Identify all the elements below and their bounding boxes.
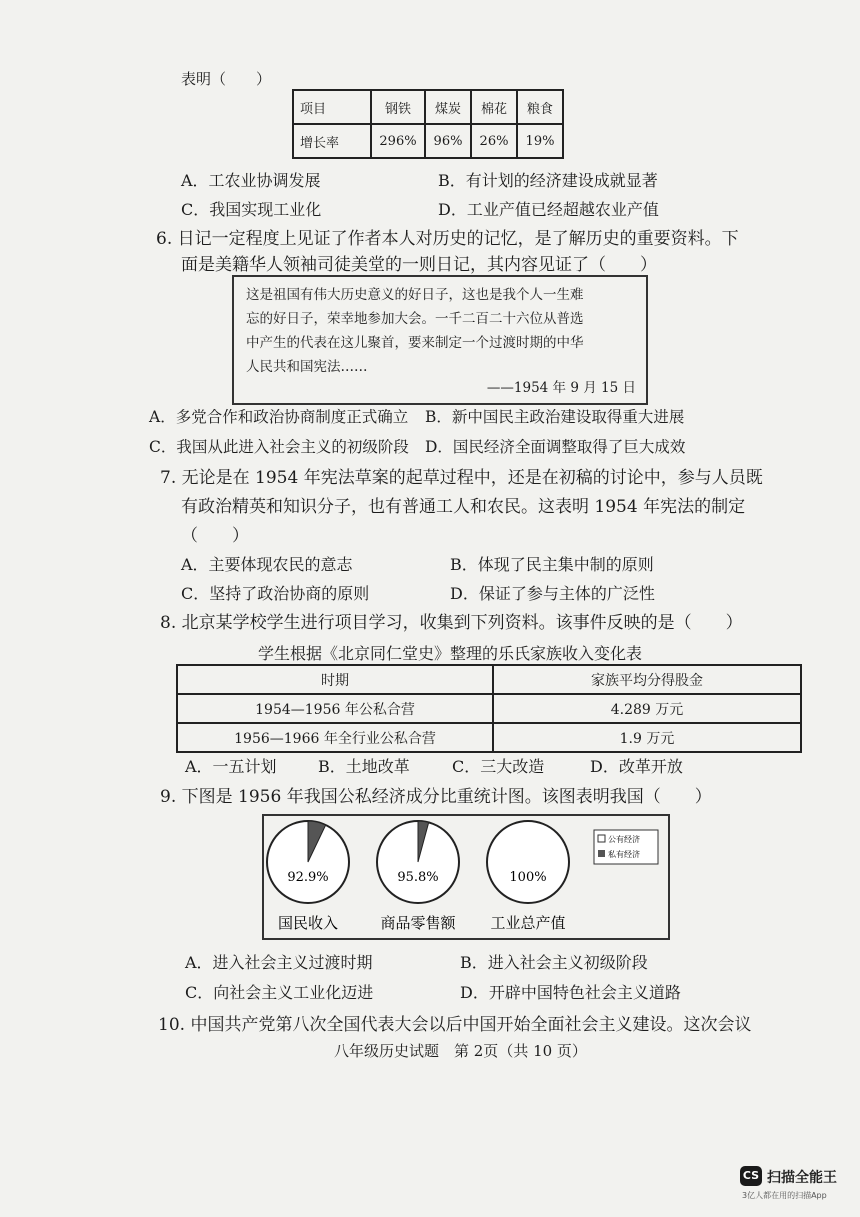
pie-1	[267, 821, 349, 932]
diary-date: ——1954 年 9 月 15 日	[486, 380, 636, 396]
brand-name: 扫描全能王	[767, 1170, 837, 1186]
q9-option-b[interactable]: B．进入社会主义初级阶段	[460, 953, 648, 972]
q9-option-d[interactable]: D．开辟中国特色社会主义道路	[460, 983, 681, 1002]
pie-category-label: 商品零售额	[380, 914, 456, 932]
q8-option-d[interactable]: D．改革开放	[590, 757, 683, 776]
table-cell: 增长率	[293, 124, 371, 158]
q8-stem: 8. 北京某学校学生进行项目学习，收集到下列资料。该事件反映的是（ ）	[160, 613, 743, 633]
q5-option-d[interactable]: D．工业产值已经超越农业产值	[438, 200, 659, 219]
q7-stem-line-1: 7. 无论是在 1954 年宪法草案的起草过程中，还是在初稿的讨论中，参与人员既	[160, 468, 763, 488]
table-cell: 96%	[425, 124, 471, 158]
q8-table	[176, 664, 802, 753]
pie-value-label: 100%	[509, 870, 547, 885]
table-row	[293, 90, 563, 124]
table-cell: 棉花	[471, 90, 517, 124]
q9-option-c[interactable]: C．向社会主义工业化迈进	[185, 983, 374, 1002]
q5-option-b[interactable]: B．有计划的经济建设成就显著	[438, 171, 658, 190]
pie-slice-public	[487, 821, 569, 903]
q6-stem-line-1: 6. 日记一定程度上见证了作者本人对历史的记忆，是了解历史的重要资料。下	[156, 229, 739, 249]
table-row	[177, 665, 801, 694]
table-cell: 1.9 万元	[493, 723, 801, 752]
diary-line: 中产生的代表在这儿聚首，要来制定一个过渡时期的中华	[246, 335, 584, 351]
q6-option-d[interactable]: D．国民经济全面调整取得了巨大成效	[425, 438, 686, 456]
q6-option-b[interactable]: B．新中国民主政治建设取得重大进展	[425, 408, 685, 426]
q5-option-a[interactable]: A．工农业协调发展	[181, 171, 321, 190]
diary-line: 忘的好日子，荣幸地参加大会。一千二百二十六位从普选	[246, 311, 584, 327]
table-cell: 1954—1956 年公私合营	[177, 694, 493, 723]
q7-option-d[interactable]: D．保证了参与主体的广泛性	[450, 584, 655, 603]
q7-stem-line-3: （ ）	[181, 526, 249, 546]
table-cell: 钢铁	[371, 90, 425, 124]
table-cell: 粮食	[517, 90, 563, 124]
q8-option-c[interactable]: C．三大改造	[452, 757, 545, 776]
q6-option-a[interactable]: A．多党合作和政治协商制度正式确立	[149, 408, 409, 426]
page-footer: 八年级历史试题 第 2页（共 10 页）	[334, 1042, 587, 1060]
q9-chart-box	[262, 814, 670, 940]
scanner-watermark	[740, 1166, 850, 1206]
pie-value-label: 92.9%	[287, 870, 329, 885]
table-cell: 19%	[517, 124, 563, 158]
q9-stem: 9. 下图是 1956 年我国公私经济成分比重统计图。该图表明我国（ ）	[160, 787, 712, 807]
q8-option-a[interactable]: A．一五计划	[185, 757, 277, 776]
table-cell: 26%	[471, 124, 517, 158]
pie-3	[487, 821, 569, 932]
q5-option-c[interactable]: C．我国实现工业化	[181, 200, 322, 219]
table-cell: 4.289 万元	[493, 694, 801, 723]
pie-charts	[264, 816, 668, 938]
table-row	[177, 694, 801, 723]
diary-line: 人民共和国宪法……	[246, 359, 368, 375]
legend	[594, 830, 658, 864]
q7-option-b[interactable]: B．体现了民主集中制的原则	[450, 555, 654, 574]
q7-option-a[interactable]: A．主要体现农民的意志	[181, 555, 353, 574]
table-cell: 1956—1966 年全行业公私合营	[177, 723, 493, 752]
cs-logo-icon: CS	[740, 1166, 762, 1186]
q6-option-c[interactable]: C．我国从此进入社会主义的初级阶段	[149, 438, 409, 456]
legend-private-swatch	[598, 850, 605, 857]
q6-stem-line-2: 面是美籍华人领袖司徒美堂的一则日记，其内容见证了（ ）	[181, 255, 657, 275]
q5-table	[292, 89, 564, 159]
table-cell: 煤炭	[425, 90, 471, 124]
legend-public-swatch	[598, 835, 605, 842]
table-row	[177, 723, 801, 752]
q7-option-c[interactable]: C．坚持了政治协商的原则	[181, 584, 370, 603]
q6-diary-box	[232, 275, 648, 405]
pie-category-label: 国民收入	[277, 914, 339, 932]
q9-option-a[interactable]: A．进入社会主义过渡时期	[185, 953, 373, 972]
table-cell: 家族平均分得股金	[493, 665, 801, 694]
pie-value-label: 95.8%	[397, 870, 439, 885]
table-cell: 时期	[177, 665, 493, 694]
table-cell: 项目	[293, 90, 371, 124]
pie-2	[377, 821, 459, 932]
q8-option-b[interactable]: B．土地改革	[318, 757, 410, 776]
q10-stem: 10. 中国共产党第八次全国代表大会以后中国开始全面社会主义建设。这次会议	[158, 1015, 752, 1035]
table-row	[293, 124, 563, 158]
pie-category-label: 工业总产值	[490, 914, 566, 932]
legend-private-label: 私有经济	[608, 850, 640, 859]
legend-public-label: 公有经济	[608, 835, 640, 844]
table-cell: 296%	[371, 124, 425, 158]
q5-stem-tail: 表明（ ）	[181, 70, 272, 88]
q8-table-title: 学生根据《北京同仁堂史》整理的乐氏家族收入变化表	[258, 644, 643, 663]
q7-stem-line-2: 有政治精英和知识分子，也有普通工人和农民。这表明 1954 年宪法的制定	[181, 497, 746, 517]
diary-line: 这是祖国有伟大历史意义的好日子，这也是我个人一生难	[246, 287, 584, 303]
brand-tagline: 3亿人都在用的扫描App	[742, 1191, 827, 1200]
